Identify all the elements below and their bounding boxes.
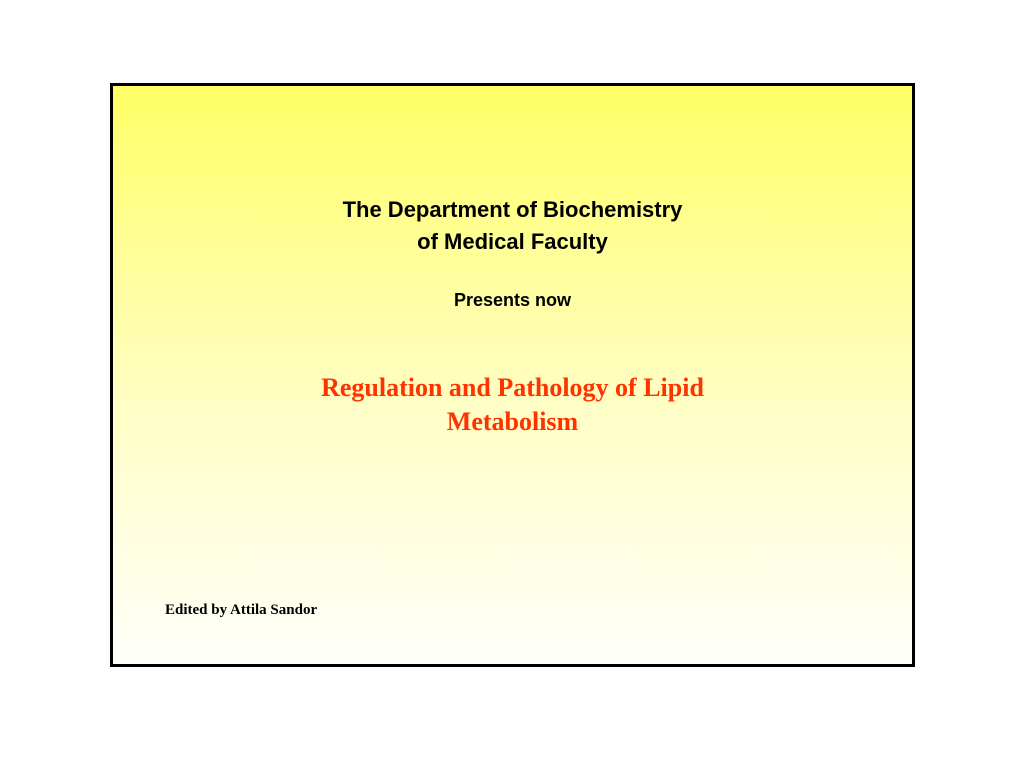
- editor-credit: Edited by Attila Sandor: [165, 602, 318, 618]
- department-line-2: of Medical Faculty: [417, 229, 608, 254]
- slide-title: [113, 371, 912, 439]
- title-line-1: Regulation and Pathology of Lipid: [321, 373, 704, 402]
- department-line-1: The Department of Biochemistry: [342, 197, 683, 222]
- slide-frame: [110, 83, 915, 667]
- title-line-2: Metabolism: [446, 407, 579, 436]
- presents-text: Presents now: [453, 290, 572, 310]
- department-heading: [113, 194, 912, 258]
